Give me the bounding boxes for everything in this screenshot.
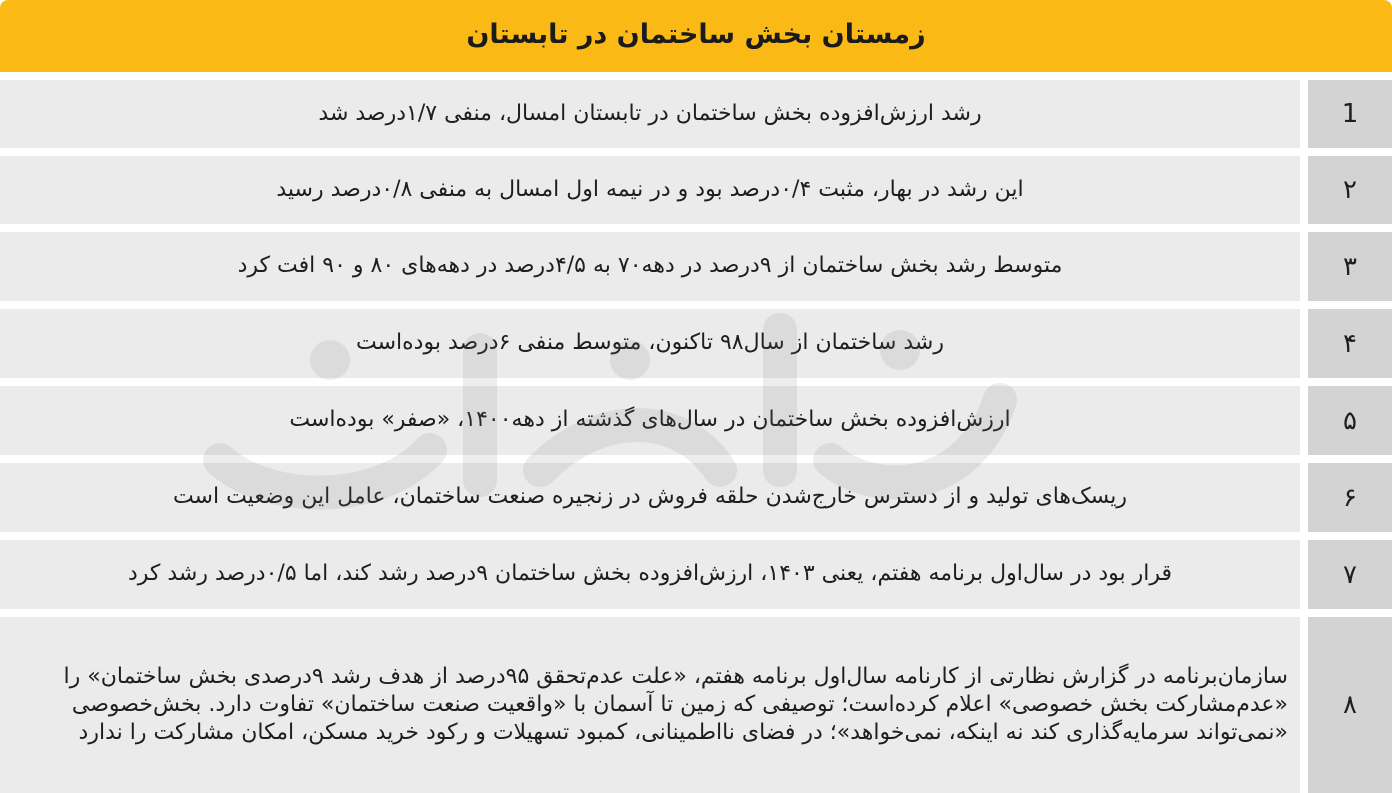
row-number: ۸ [1343,690,1357,720]
row-number: ۶ [1343,482,1357,513]
table-row [0,156,1392,224]
row-text-cell [0,540,1300,609]
page-title: زمستان بخش ساختمان در تابستان [466,18,926,50]
table-row [0,232,1392,301]
row-number-cell [1308,232,1392,301]
row-number-cell [1308,386,1392,455]
row-text-cell [0,386,1300,455]
row-text: این رشد در بهار، مثبت ۰/۴درصد بود و در نیمه اول امسال به منفی ۰/۸درصد رسید [276,176,1024,202]
table-row [0,80,1392,148]
row-number-cell [1308,80,1392,148]
table-row [0,463,1392,532]
row-number-cell [1308,617,1392,793]
row-text-cell [0,156,1300,224]
row-text-cell [0,80,1300,148]
row-text: قرار بود در سال‌اول برنامه هفتم، یعنی ۱۴۰۳، ارزش‌افزوده بخش ساختمان ۹درصد رشد کند، اما ۰/۵درصد رشد کرد [127,561,1173,587]
table-row [0,386,1392,455]
row-number: ۴ [1343,328,1357,359]
row-text-cell [0,232,1300,301]
row-text: متوسط رشد بخش ساختمان از ۹درصد در دهه۷۰ به ۴/۵درصد در دهه‌های ۸۰ و ۹۰ افت کرد [237,253,1063,279]
row-text: رشد ساختمان از سال۹۸ تاکنون، متوسط منفی ۶درصد بوده‌است [355,330,944,356]
row-number-cell [1308,309,1392,378]
row-text: سازمان‌برنامه در گزارش نظارتی از کارنامه سال‌اول برنامه هفتم، «علت عدم‌تحقق ۹۵درصد از هدف رشد ۹درصدی بخش ساختمان» را «عدم‌مشارکت بخش خصوصی» اعلام کرده‌است؛ توصیفی که زمین تا آسمان با «واقعیت صنعت ساختمان» تفاوت دارد. بخش‌خصوصی «نمی‌تواند سرمایه‌گذاری کند نه اینکه، نمی‌خواهد»؛ در فضای نااطمینانی، کمبود تسهیلات و رکود خرید مسکن، امکان مشارکت را ندارد [63,663,1288,746]
row-text-cell [0,463,1300,532]
table-row [0,617,1392,793]
row-number: ۲ [1343,175,1357,205]
table-row [0,309,1392,378]
row-text: ریسک‌های تولید و از دسترس خارج‌شدن حلقه فروش در زنجیره صنعت ساختمان، عامل این وضعیت است [172,484,1128,510]
row-text-cell [0,309,1300,378]
row-number: ۳ [1343,251,1357,282]
table-row [0,540,1392,609]
row-number-cell [1308,156,1392,224]
row-number-cell [1308,540,1392,609]
row-number: ۷ [1343,559,1357,590]
row-text: ارزش‌افزوده بخش ساختمان در سال‌های گذشته از دهه۱۴۰۰، «صفر» بوده‌است [289,407,1011,433]
row-number-cell [1308,463,1392,532]
row-number: 1 [1341,99,1359,129]
header-bar [0,0,1392,72]
row-number: ۵ [1343,405,1357,436]
row-text-cell [0,617,1300,793]
row-text: رشد ارزش‌افزوده بخش ساختمان در تابستان امسال، منفی ۱/۷درصد شد [318,100,982,126]
